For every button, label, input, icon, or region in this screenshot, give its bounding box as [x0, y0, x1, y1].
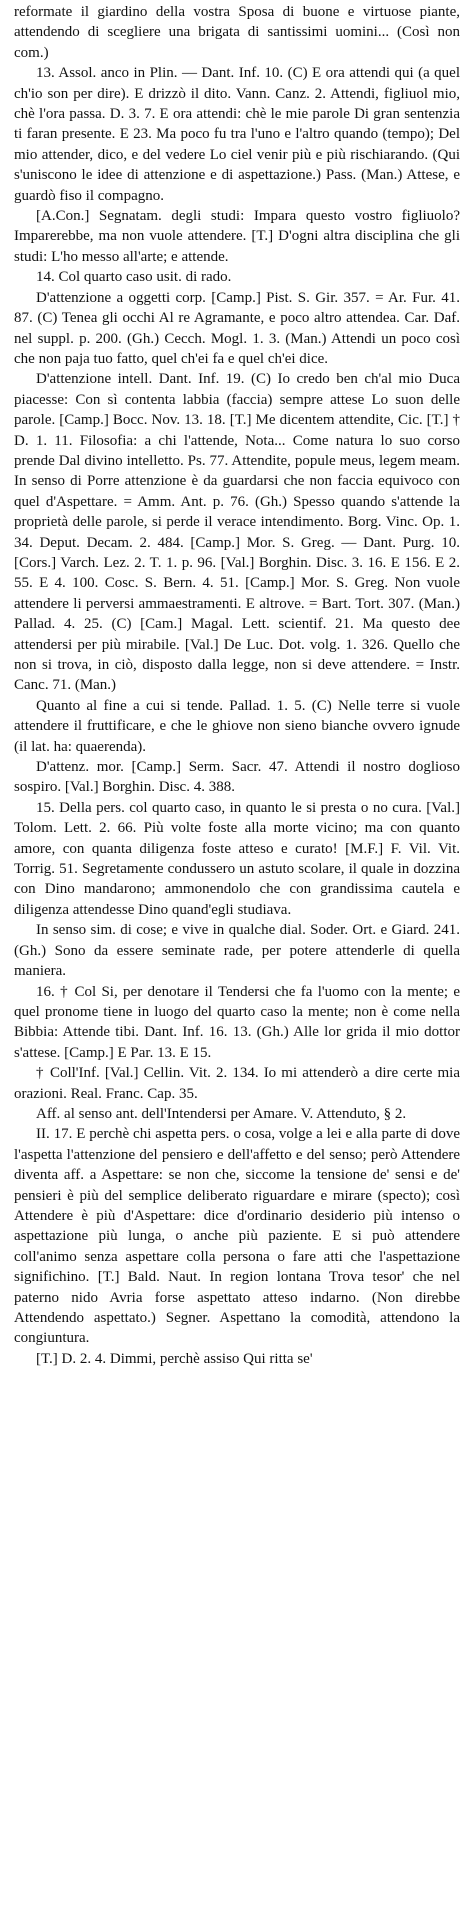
paragraph-sense-15: 15. Della pers. col quarto caso, in quanto le si presta o no cura. [Val.] Tolom. Lett. 2. 66. Più volte foste alla morte vicino; ma con quanto amore, con quanta diligenza foste atteso e curato! [M.F.] F. Vil. Vit. Torrig. 51. Segretamente condussero un astuto scolare, il quale in dozzina con Dino mandarono; ammonendolo che con grandissima cautela e diligenza attendesse Dino quand'egli studiava. — [14, 799, 460, 918]
paragraph-sense-14: 14. Col quarto caso usit. di rado. — [36, 269, 232, 286]
paragraph-intellectual-attention: D'attenzione intell. Dant. Inf. 19. (C) Io credo ben ch'al mio Duca piacesse: Con sì contenta labbia (faccia) sempre attese Lo suon delle parole. [Camp.] Bocc. Nov. 13. 18. [T.] Me dicentem attendite, Cic. [T.] † D. 1. 11. Filosofia: a chi l'attende, Nota... Come natura lo suo corso prende Dal divino intelletto. Ps. 77. Attendite, popule meus, legem meam. In senso di Porre attenzione è da guardarsi che non faccia equivoco con quel d'Aspettare. = Amm. Ant. p. 76. (Gh.) Spesso quando s'attende la proprietà delle parole, si perde il verace intendimento. Borg. Vinc. Op. 1. 34. Deput. Decam. 2. 484. [Camp.] Mor. S. Greg. — Dant. Purg. 10. [Cors.] Varch. Lez. 2. T. 1. p. 96. [Val.] Borghin. Disc. 3. 16. E 156. E 2. 55. E 4. 100. Cosc. S. Bern. 4. 51. [Camp.] Mor. S. Greg. Non vuole attendere li perversi ammaestramenti. E altrove. = Bart. Tort. 307. (Man.) Pallad. 4. 25. (C) [Cam.] Magal. Lett. scientif. 21. Ma questo dee attendersi per più mirabile. [Val.] De Luc. Dot. volg. 1. 326. Quello che non si trova, in ciò, disposto dalla legge, non si deve attendere. = Instr. Canc. 71. (Man.) — [14, 371, 460, 694]
paragraph-corporeal-objects: D'attenzione a oggetti corp. [Camp.] Pist. S. Gir. 357. = Ar. Fur. 41. 87. (C) Tenea gli occhi Al re Agramante, e poco altro attendea. Car. Daf. nel suppl. p. 200. (Gh.) Cecch. Mogl. 1. 3. (Man.) Attendi un poco così che non paja tuo fatto, quel ch'ei fa e quel ch'ei dice. — [14, 289, 460, 367]
paragraph-studies: [A.Con.] Segnatam. degli studi: Impara questo vostro figliuolo? Imparerebbe, ma non vuole attendere. [T.] D'ogni altra disciplina che gli studi: L'ho messo all'arte; e attende. — [14, 208, 460, 265]
paragraph-final-citation: [T.] D. 2. 4. Dimmi, perchè assiso Qui ritta se' — [36, 1350, 313, 1367]
paragraph-sense-17: II. 17. E perchè chi aspetta pers. o cosa, volge a lei e alla parte di dove l'aspetta l'attenzione del pensiero e dell'affetto e del senso; però Attendere diventa aff. a Aspettare: se non che, siccome la tensione de' sensi e de' pensieri è più del semplice deliberato riguardare e mirare (specto); così Attendere è più d'Aspettare: dice d'ordinario desiderio più intenso o aspettazione più lunga, o anche più paziente. E si può attendere coll'animo senza aspettare colla persona o fare atti che l'aspettazione significhino. [T.] Bald. Naut. In region lontana Trova tesor' che nel paterno nido Avria forse aspettato atteso indarno. (Non direbbe Attendendo aspettato.) Segner. Aspettano la comodità, attendono la congiuntura. — [14, 1126, 460, 1347]
paragraph-purpose: Quanto al fine a cui si tende. Pallad. 1. 5. (C) Nelle terre si vuole attendere il fruttificare, e che le ghiove non sieno bianche ovvero ignude (il lat. ha: quaerenda). — [14, 697, 460, 755]
paragraph-affinity: Aff. al senso ant. dell'Intendersi per Amare. V. Attenduto, § 2. — [36, 1105, 407, 1122]
paragraph-continuation: reformate il giardino della vostra Sposa di buone e virtuose piante, attendendo di scegliere una brigata di santissimi uomini... (Così non com.) — [14, 4, 460, 61]
paragraph-moral-attention: D'attenz. mor. [Camp.] Serm. Sacr. 47. Attendi il nostro doglioso sospiro. [Val.] Borghin. Disc. 4. 388. — [14, 759, 460, 796]
paragraph-sense-16: 16. † Col Si, per denotare il Tendersi che fa l'uomo con la mente; e quel pronome tiene in luogo del quarto caso la mente; non è come nella Bibbia: Attende tibi. Dant. Inf. 16. 13. (Gh.) Alle lor grida il mio dottor s'attese. [Camp.] E Par. 13. E 15. — [14, 983, 460, 1061]
paragraph-infinitive: † Coll'Inf. [Val.] Cellin. Vit. 2. 134. Io mi attenderò a dire certe mia orazioni. Real. Franc. Cap. 35. — [14, 1065, 460, 1102]
paragraph-sense-13: 13. Assol. anco in Plin. — Dant. Inf. 10. (C) E ora attendi qui (a quel ch'io son per dire). E drizzò il dito. Vann. Canz. 2. Attendi, figliuol mio, chè l'ora passa. D. 3. 7. E ora attendi: chè le mie parole Di gran sentenzia ti faran presente. E 23. Ma poco fu tra l'uno e l'altro quando (tempo); Del mio attender, dico, e del vedere Lo ciel venir più e più rischiarando. (Qui s'uniscono le idee di attenzione e di aspettazione.) Pass. (Man.) Attese, e guardò fiso il compagno. — [14, 65, 460, 204]
paragraph-similar-sense: In senso sim. di cose; e vive in qualche dial. Soder. Ort. e Giard. 241. (Gh.) Sono da essere seminate rade, per potere attenderle di quella maniera. — [14, 922, 460, 980]
